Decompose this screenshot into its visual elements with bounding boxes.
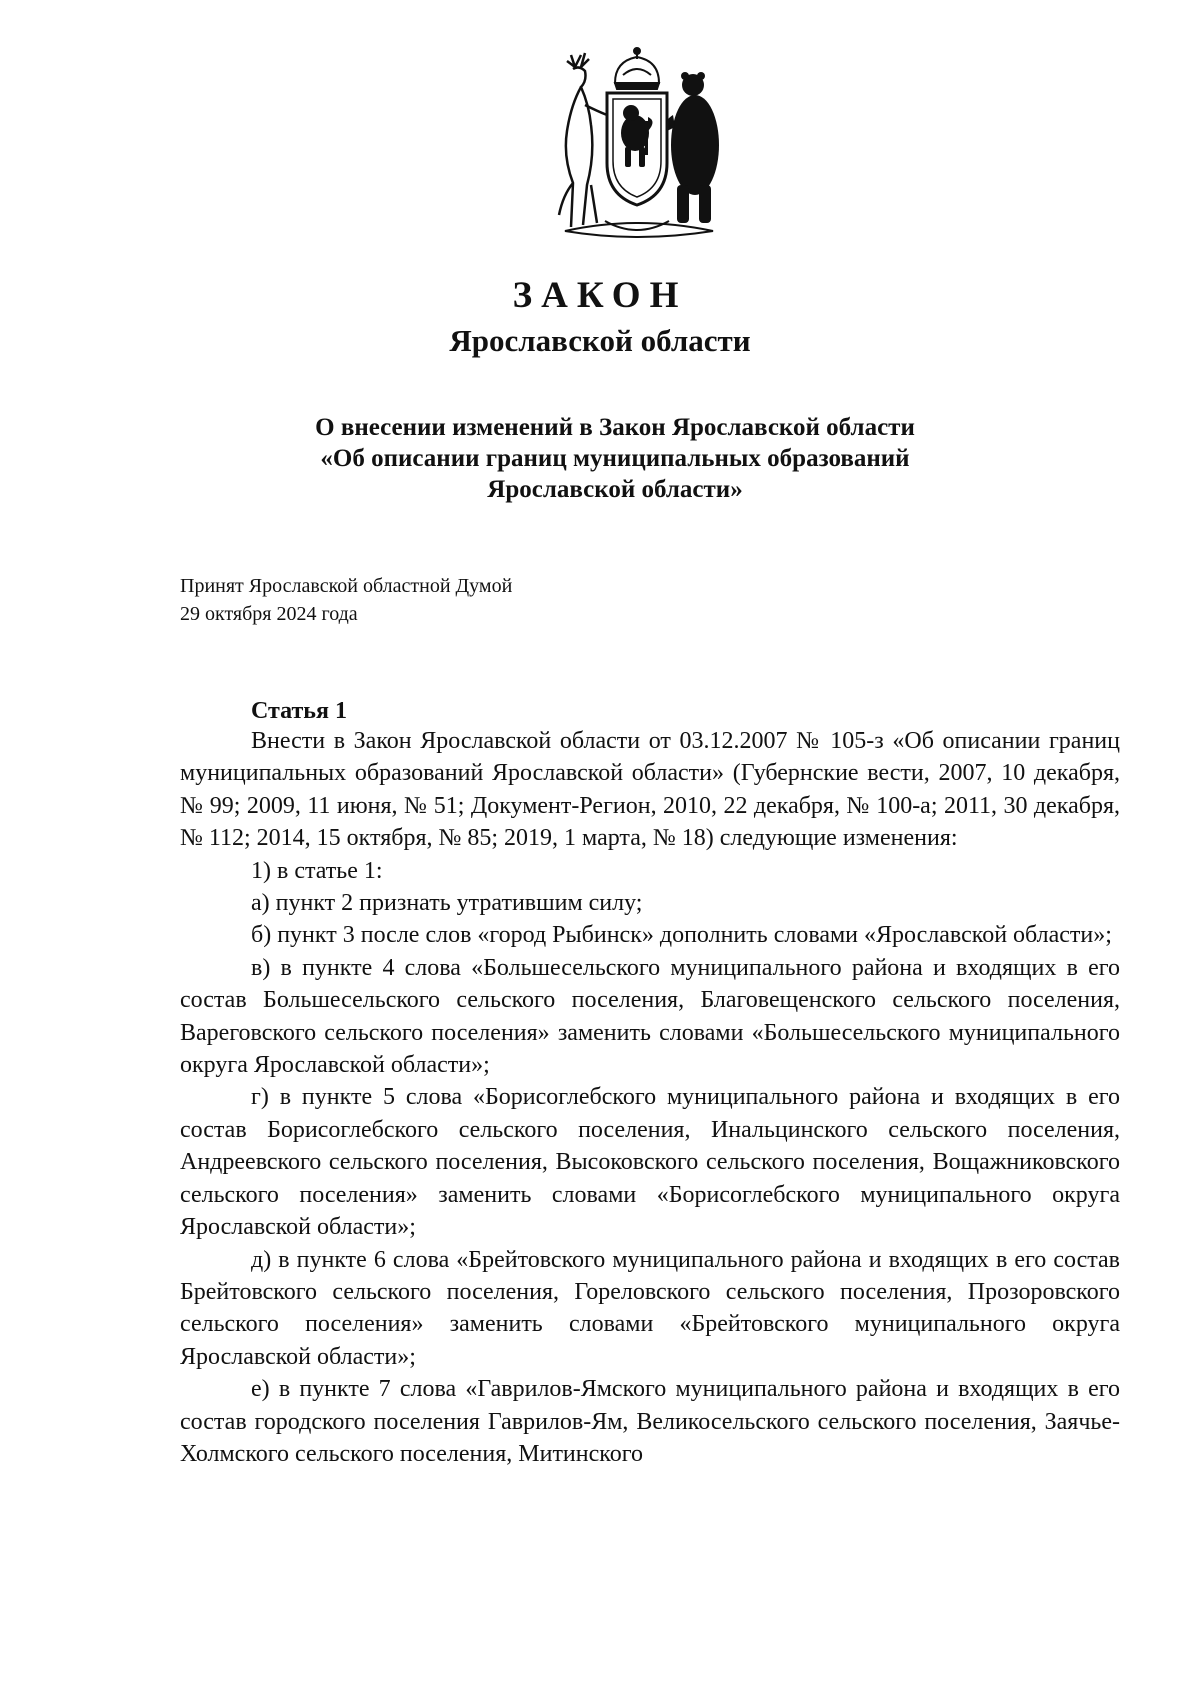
- adoption-note: [180, 572, 512, 628]
- article-body: [180, 725, 1120, 1470]
- article-paragraph: Внести в Закон Ярославской области от 03.12.2007 № 105-з «Об описании границ муниципальных образований Ярославской области» (Губернские вести, 2007, 10 декабря, № 99; 2009, 11 июня, № 51; Документ-Регион, 2010, 22 декабря, № 100-а; 2011, 30 декабря, № 112; 2014, 15 октября, № 85; 2019, 1 марта, № 18) следующие изменения:: [180, 728, 1120, 852]
- article-heading: Статья 1: [251, 698, 347, 724]
- article-paragraph: в) в пункте 4 слова «Большесельского муниципального района и входящих в его состав Большесельского сельского поселения, Благовещенского сельского поселения, Вареговского сельского поселения» заменить словами «Большесельского муниципального округа Ярославской области»;: [180, 954, 1120, 1079]
- document-region: Ярославской области: [449, 323, 751, 358]
- subject-line: «Об описании границ муниципальных образований: [320, 445, 910, 472]
- article-paragraph: е) в пункте 7 слова «Гаврилов-Ямского муниципального района и входящих в его состав городского поселения Гаврилов-Ям, Великосельского сельского поселения, Заячье-Холмского сельского поселения, Митинского: [180, 1376, 1120, 1467]
- article-paragraph: г) в пункте 5 слова «Борисоглебского муниципального района и входящих в его состав Борисоглебского сельского поселения, Инальцинского сельского поселения, Андреевского сельского поселения, Высоковского сельского поселения, Вощажниковского сельского поселения» заменить словами «Борисоглебского муниципального округа Ярославской области»;: [180, 1084, 1120, 1241]
- adoption-line: Принят Ярославской областной Думой: [180, 575, 513, 597]
- document-subject: [250, 412, 980, 505]
- article-paragraph: д) в пункте 6 слова «Брейтовского муниципального района и входящих в его состав Брейтовского сельского поселения, Гореловского сельского поселения, Прозоровского сельского поселения» заменить словами «Брейтовского муниципального округа Ярославской области»;: [180, 1246, 1120, 1370]
- subject-line: О внесении изменений в Закон Ярославской области: [315, 414, 915, 441]
- document-title: ЗАКОН: [512, 275, 688, 316]
- subject-line: Ярославской области»: [487, 476, 743, 503]
- article-paragraph: а) пункт 2 признать утратившим силу;: [251, 890, 643, 917]
- article-paragraph: б) пункт 3 после слов «город Рыбинск» дополнить словами «Ярославской области»;: [251, 922, 1112, 949]
- adoption-date: 29 октября 2024 года: [180, 603, 358, 625]
- coat-of-arms-emblem: [545, 45, 730, 245]
- article-paragraph: 1) в статье 1:: [251, 857, 383, 884]
